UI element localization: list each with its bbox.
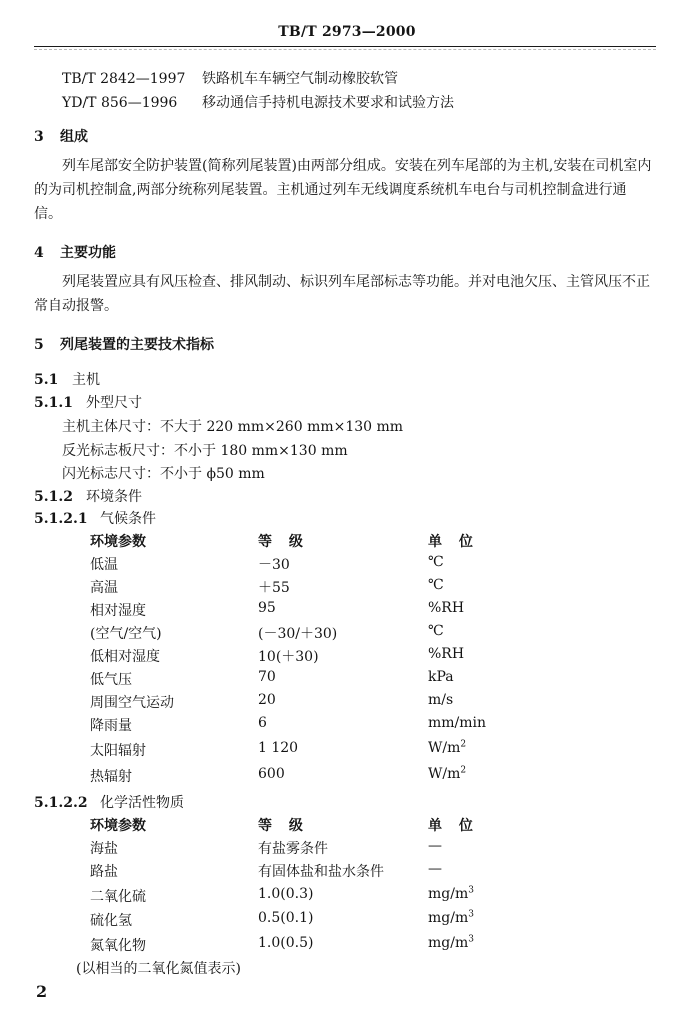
- section-title: 化学活性物质: [100, 795, 184, 811]
- unit-base: W/m: [428, 766, 461, 782]
- dimension-line: 主机主体尺寸：不大于 220 mm×260 mm×130 mm: [62, 419, 404, 435]
- page-number: 2: [36, 982, 48, 1001]
- section-number: 5: [34, 337, 44, 353]
- unit-superscript: 3: [468, 909, 474, 920]
- section-title: 列尾装置的主要技术指标: [60, 337, 214, 353]
- dimension-line: 反光标志板尺寸：不小于 180 mm×130 mm: [62, 443, 348, 459]
- unit-base: W/m: [428, 740, 461, 756]
- section-title: 气候条件: [100, 511, 156, 527]
- column-header-param: 环境参数: [90, 818, 146, 834]
- table-note: [0, 958, 694, 980]
- table-row: [0, 715, 694, 737]
- table-row: [0, 766, 694, 788]
- reference-code: YD/T 856—1996: [62, 95, 178, 111]
- cell-grade: (－30/＋30): [258, 626, 338, 642]
- table-row: [0, 646, 694, 668]
- cell-param: 低相对湿度: [90, 649, 160, 665]
- reference-code: TB/T 2842—1997: [62, 71, 186, 87]
- cell-param: 海盐: [90, 841, 118, 857]
- cell-param: 热辐射: [90, 769, 132, 785]
- section-number: 3: [34, 129, 44, 145]
- subsection-heading-5-1-1: [34, 392, 142, 412]
- section-number: 5.1.2.1: [34, 511, 88, 527]
- cell-param: (空气/空气): [90, 626, 162, 642]
- cell-grade: 1 120: [258, 740, 299, 756]
- section-title: 外型尺寸: [86, 395, 142, 411]
- header-rule: [34, 46, 656, 47]
- cell-param: 高温: [90, 580, 118, 596]
- table-row: [0, 692, 694, 714]
- cell-unit: kPa: [428, 669, 454, 685]
- cell-param: 低温: [90, 557, 118, 573]
- section-heading-5: [34, 334, 214, 354]
- table-header-row: [0, 815, 694, 837]
- table-header-row: [0, 531, 694, 553]
- cell-unit: ℃: [428, 554, 444, 570]
- section-number: 4: [34, 245, 44, 261]
- unit-superscript: 3: [468, 885, 474, 896]
- table-row: [0, 910, 694, 932]
- cell-param: 相对湿度: [90, 603, 146, 619]
- unit-superscript: 2: [460, 739, 467, 750]
- cell-param: 周围空气运动: [90, 695, 174, 711]
- section-paragraph-3: 列车尾部安全防护装置(简称列尾装置)由两部分组成。安装在列车尾部的为主机,安装在司机室内的为司机控制盒,两部分统称列尾装置。主机通过列车无线调度系统机车电台与司机控制盒进行通信。: [34, 158, 652, 222]
- table-row: [0, 577, 694, 599]
- cell-unit: [428, 910, 474, 926]
- subsection-heading-5-1: [34, 369, 100, 389]
- cell-unit: [428, 935, 474, 951]
- table-row: [0, 740, 694, 762]
- column-header-grade: 等 级: [258, 818, 309, 834]
- cell-grade: 70: [258, 669, 276, 685]
- reference-title: 铁路机车车辆空气制动橡胶软管: [202, 71, 398, 87]
- cell-unit: [428, 766, 466, 782]
- cell-unit: %RH: [428, 600, 465, 616]
- subsection-heading-5-1-2-1: [34, 508, 156, 528]
- cell-unit: ℃: [428, 623, 444, 639]
- subsection-heading-5-1-2: [34, 486, 142, 506]
- table-row: [0, 886, 694, 908]
- cell-grade: ＋55: [258, 580, 290, 596]
- reference-item: [62, 68, 398, 88]
- cell-grade: 0.5(0.1): [258, 910, 314, 926]
- cell-param: 硫化氢: [90, 913, 132, 929]
- section-number: 5.1.2.2: [34, 795, 88, 811]
- table-row: [0, 623, 694, 645]
- section-title: 主机: [72, 372, 100, 388]
- cell-unit: [428, 740, 466, 756]
- reference-title: 移动通信手持机电源技术要求和试验方法: [202, 95, 454, 111]
- unit-base: mg/m: [428, 910, 469, 926]
- column-header-grade: 等 级: [258, 534, 309, 550]
- cell-unit: —: [428, 838, 442, 854]
- cell-grade: 有固体盐和盐水条件: [258, 864, 384, 880]
- table-row: [0, 935, 694, 957]
- cell-unit: mm/min: [428, 715, 487, 731]
- cell-param: 二氧化硫: [90, 889, 146, 905]
- dimension-line: 闪光标志尺寸：不小于 ϕ50 mm: [62, 466, 265, 482]
- cell-grade: 20: [258, 692, 276, 708]
- cell-param: 低气压: [90, 672, 132, 688]
- section-number: 5.1: [34, 372, 59, 388]
- cell-param: 太阳辐射: [90, 743, 146, 759]
- cell-grade: 10(＋30): [258, 649, 319, 665]
- cell-unit: —: [428, 861, 442, 877]
- unit-base: mg/m: [428, 935, 469, 951]
- table-row: [0, 838, 694, 860]
- note-text: (以相当的二氧化氮值表示): [76, 961, 241, 977]
- cell-grade: 有盐雾条件: [258, 841, 328, 857]
- cell-grade: 1.0(0.5): [258, 935, 314, 951]
- cell-grade: 6: [258, 715, 267, 731]
- section-title: 主要功能: [60, 245, 116, 261]
- column-header-param: 环境参数: [90, 534, 146, 550]
- table-row: [0, 554, 694, 576]
- section-heading-3: [34, 126, 88, 146]
- section-number: 5.1.1: [34, 395, 73, 411]
- cell-grade: 600: [258, 766, 285, 782]
- table-row: [0, 861, 694, 883]
- reference-item: [62, 92, 454, 112]
- subsection-heading-5-1-2-2: [34, 792, 184, 812]
- cell-param: 路盐: [90, 864, 118, 880]
- section-paragraph-4: 列尾装置应具有风压检查、排风制动、标识列车尾部标志等功能。并对电池欠压、主管风压不正常自动报警。: [34, 274, 650, 314]
- table-row: [0, 669, 694, 691]
- header-rule-secondary: [34, 49, 656, 50]
- cell-unit: [428, 886, 474, 902]
- cell-unit: m/s: [428, 692, 454, 708]
- section-title: 环境条件: [86, 489, 142, 505]
- cell-grade: －30: [258, 557, 290, 573]
- cell-unit: ℃: [428, 577, 444, 593]
- page-header: TB/T 2973—2000: [278, 24, 416, 40]
- table-row: [0, 600, 694, 622]
- cell-unit: %RH: [428, 646, 465, 662]
- unit-superscript: 3: [468, 934, 474, 945]
- section-heading-4: [34, 242, 116, 262]
- unit-superscript: 2: [460, 765, 467, 776]
- cell-grade: 1.0(0.3): [258, 886, 314, 902]
- unit-base: mg/m: [428, 886, 469, 902]
- section-number: 5.1.2: [34, 489, 73, 505]
- cell-grade: 95: [258, 600, 276, 616]
- column-header-unit: 单 位: [428, 818, 479, 834]
- section-title: 组成: [60, 129, 88, 145]
- cell-param: 氮氧化物: [90, 938, 146, 954]
- column-header-unit: 单 位: [428, 534, 479, 550]
- cell-param: 降雨量: [90, 718, 132, 734]
